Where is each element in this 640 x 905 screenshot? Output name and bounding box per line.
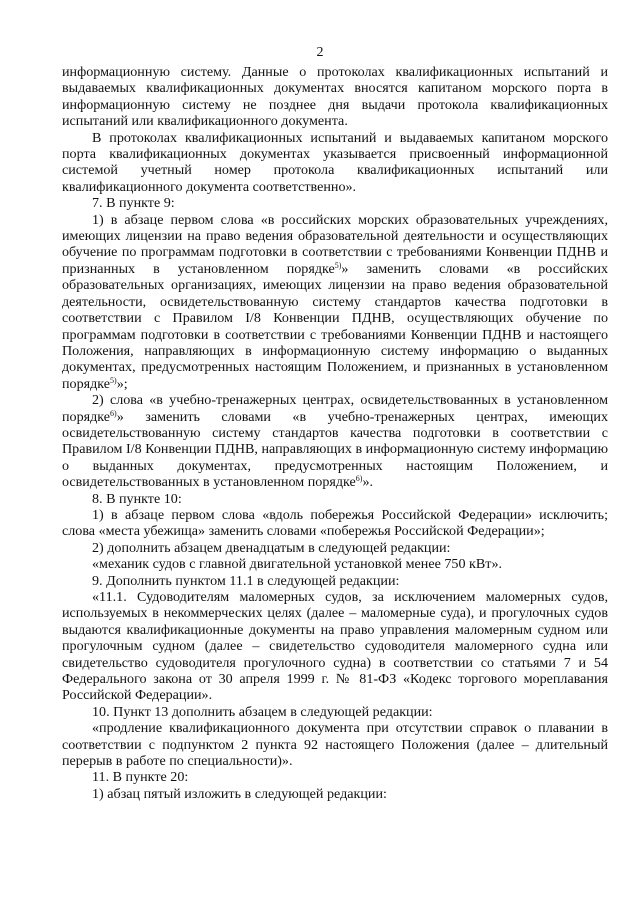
footnote-ref: 6)	[110, 408, 117, 418]
paragraph: 1) абзац пятый изложить в следующей редакции:	[92, 785, 387, 802]
paragraph: 9. Дополнить пунктом 11.1 в следующей редакции:	[92, 572, 400, 589]
paragraph: 2) слова «в учебно-тренажерных центрах, освидетельствованных в установленном порядке$^{6)}$» заменить словами «в учебно-тренажерных центрах, имеющих освидетельствованную систему стандартов качества подготовки в соответствии с Правилом I/8 Конвенции ПДНВ, направляющих в информационную систему информацию о выданных документах, предусмотренных настоящим Положением, и освидетельствованных в установленном порядке$^{6)}$».	[62, 392, 608, 491]
paragraph: 2) дополнить абзацем двенадцатым в следующей редакции:	[92, 539, 451, 556]
document-body	[62, 64, 608, 802]
paragraph: информационную систему. Данные о протоколах квалификационных испытаний и выдаваемых квалификационных документах вносятся капитаном морского порта в информационную систему не позднее дня выдачи протокола квалификационных испытаний или квалификационного документа.	[62, 64, 608, 130]
paragraph: 11. В пункте 20:	[92, 769, 189, 786]
paragraph: «продление квалификационного документа при отсутствии справок о плавании в соответствии с подпунктом 2 пункта 92 настоящего Положения (далее – длительный перерыв в работе по специальности)».	[62, 720, 608, 770]
footnote-ref: 5)	[334, 260, 342, 270]
paragraph: «механик судов с главной двигательной установкой менее 750 кВт».	[92, 556, 503, 573]
paragraph: 1) в абзаце первом слова «вдоль побережья Российской Федерации» исключить; слова «места убежища» заменить словами «побережья Российской Федерации»;	[62, 506, 608, 540]
paragraph: 1) в абзаце первом слова «в российских морских образовательных учреждениях, имеющих лицензии на право ведения образовательной деятельности и осуществляющих обучение по программам подготовки в соответствии с требованиями Конвенции ПДНВ и признанных в установленном порядке$^{5)}$» заменить словами «в российских образовательных организациях, имеющих лицензии на право ведения образовательной деятельности, освидетельствованную систему стандартов качества подготовки в соответствии с Правилом I/8 Конвенции ПДНВ, осуществляющих обучение по программам подготовки в соответствии с требованиями Конвенции ПДНВ и настоящего Положения, направляющих в информационную систему информацию о выданных документах, предусмотренных настоящим Положением, и признанных в установленном порядке$^{5)}$»;	[62, 211, 608, 392]
paragraph: 8. В пункте 10:	[92, 490, 182, 507]
paragraph: В протоколах квалификационных испытаний и выдаваемых капитаном морского порта квалификационных документах указывается присвоенный информационной системой учетный номер протокола квалификационных испытаний или квалификационного документа соответственно».	[62, 129, 608, 195]
page-number: 2	[316, 45, 324, 60]
footnote-ref: 6)	[355, 474, 363, 484]
paragraph: 10. Пункт 13 дополнить абзацем в следующей редакции:	[92, 703, 433, 720]
footnote-ref: 5)	[110, 375, 117, 385]
paragraph: 7. В пункте 9:	[92, 195, 175, 212]
paragraph: «11.1. Судоводителям маломерных судов, за исключением маломерных судов, используемых в некоммерческих целях (далее – маломерные суда), и прогулочных судов выдаются квалификационные документы на право управления маломерным судном или прогулочным судном (далее – свидетельство судоводителя маломерного судна или свидетельство судоводителя прогулочного судна) в соответствии со статьями 7 и 54 Федерального закона от 30 апреля 1999 г. № 81-ФЗ «Кодекс торгового мореплавания Российской Федерации».	[62, 589, 608, 704]
